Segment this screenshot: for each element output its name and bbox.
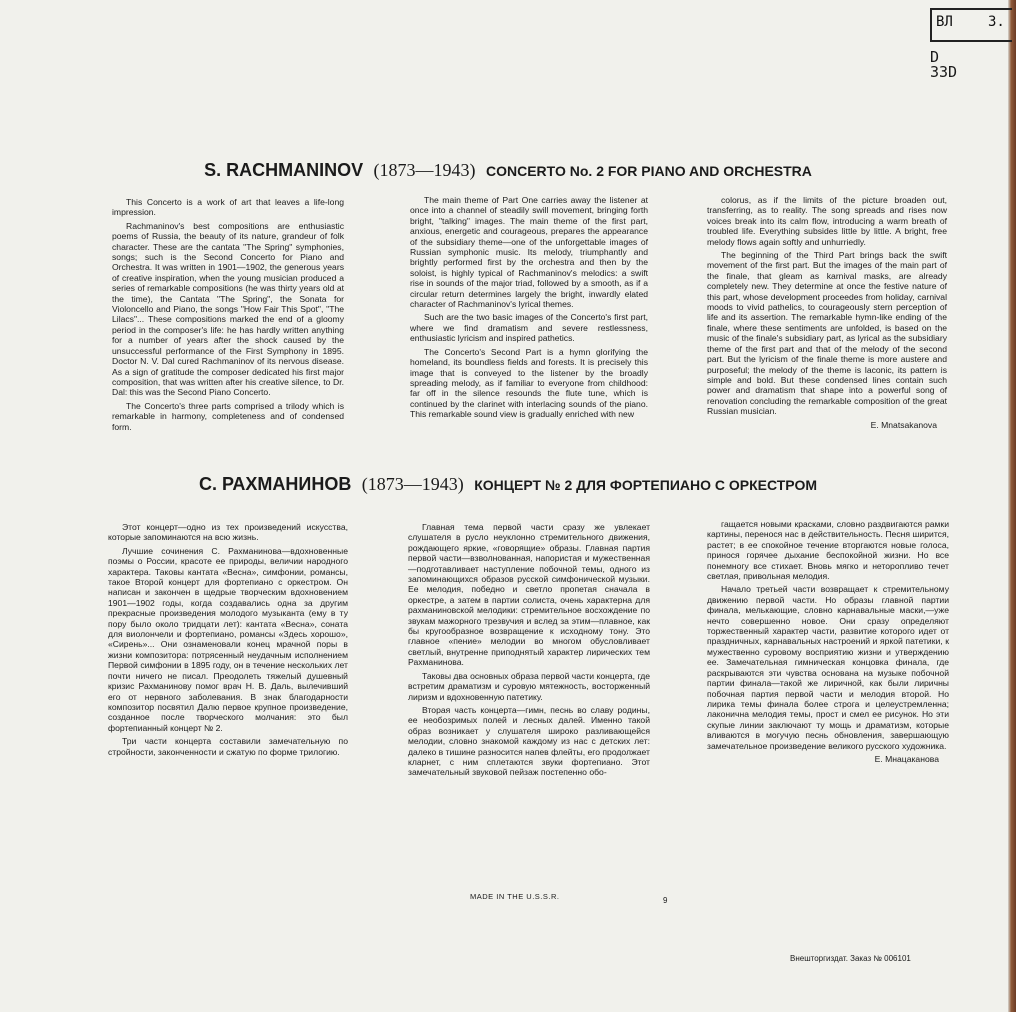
paragraph: colorus, as if the limits of the picture broaden out, transferring, as to reality. The song spreads and rises now voices break into its calm flow, introducing a warm breath of troubled life. Everything subsides little by little. A bright, free melody flows again softly and unhurriedly. xyxy=(707,195,947,247)
russian-heading xyxy=(0,474,1016,495)
composer-name: С. РАХМАНИНОВ xyxy=(198,474,352,494)
english-column-2 xyxy=(410,195,648,423)
paragraph: Начало третьей части возвращает к стремительному движению первой части. Но образы главной партии финала, мелькающие, словно карнавальные маски,—уже нечто совершенно новое. Они сразу определяют торжественный характер части, развитие которого идет от праздничных, карнавальных настроений и яркой патетики, к мужественно суровому восприятию жизни и утверждению ее. Замечательная гимническая концовка финала, где раскрываются эти чувства основана на музыке побочной партии финала—такой же лиричной, как были лиричны побочная партия первой части и мелодия второй. Но лирика темы финала более строга и целеустремленна; лаконична мелодия темы, прост и смел ее рисунок. Но эти скупые линии заключают ту мощь и драматизм, которые вливаются в могучую песнь обновления, завершающую замечательное произведение великого русского художника. xyxy=(707,584,949,751)
paragraph: Лучшие сочинения С. Рахманинова—вдохновенные поэмы о России, красоте ее природы, величии народного характера. Таковы кантата «Весна», симфонии, романсы, такое Второй концерт для фортепиано с оркестром. Он написан и закончен в щедрые творческим вдохновением 1901—1902 годы, когда создавались одна за другим прекрасные произведения молодого музыканта (ему в ту пору было около тридцати лет): кантата «Весна», соната для виолончели и фортепиано, романсы «Здесь хорошо», «Сирень»... Они ознаменовали конец мрачной поры в жизни композитора: потрясенный неудачным исполнением Первой симфонии в 1895 году, он в течение нескольких лет почти ничего не писал. Преодолеть тяжелый душевный кризис Рахманинову помог врач Н. В. Даль, вылечивший его от нервного заболевания. В знак благодарности композитор посвятил Далю первое крупное произведение, созданное после творческого молчания: это был фортепианный концерт № 2. xyxy=(108,545,348,733)
made-in-label: MADE IN THE U.S.S.R. xyxy=(470,892,560,901)
catalog-line: D xyxy=(930,48,940,66)
paragraph: Вторая часть концерта—гимн, песнь во славу родины, ее необозримых полей и лесных далей. Именно такой образ возникает у слушателя широко разливающейся мелодии, словно знакомой каждому из нас с детских лет: далеко в тишине разносится напев флейты, его продолжает кларнет, с ним сплетаются звуки фортепиано. Этот замечательный звуковой пейзаж постепенно обо- xyxy=(408,704,650,778)
paragraph: Главная тема первой части сразу же увлекает слушателя в русло неуклонно стремительного движения, рождающего яркие, «говорящие» образы. Главная партия первой части—взволнованная, напористая и мужественная—подготавливает наступление побочной темы, одного из запоминающихся образов русской симфонической музыки. Ее мелодия, победно и светло пропетая сначала в оркестре, а затем в партии солиста, очень характерна для рахманиновской мелодики: стремительное восхождение по звукам мажорного трезвучия и вслед за этим—плавное, как бы кругообразное возвращение к исходному тону. Это главное «пение» мелодии во многом обусловливает светлый, внутренне приподнятый характер лирических тем Рахманинова. xyxy=(408,522,650,668)
paragraph: Such are the two basic images of the Concerto's first part, where we find dramatism and severe restlessness, enthusiastic lyricism and inspired pathetics. xyxy=(410,312,648,344)
work-title: КОНЦЕРТ № 2 ДЛЯ ФОРТЕПИАНО С ОРКЕСТРОМ xyxy=(474,477,818,493)
paragraph: Три части концерта составили замечательную по стройности, законченности и сжатую по форме трилогию. xyxy=(108,736,348,757)
paragraph: This Concerto is a work of art that leaves a life-long impression. xyxy=(112,197,344,218)
paragraph: Rachmaninov's best compositions are enthusiastic poems of Russia, the beauty of its nature, grandeur of folk character. These are the cantata "The Spring" symphonies, songs; such is the Second Concerto for Piano and Orchestra. It was written in 1901—1902, the generous years of creative inspiration, when the young musician produced a series of remarkable compositions (he was thirty years old at the time), the Cantata "The Spring", the Sonata for Violoncello and Piano, the songs "How Fair This Spot", "The Lilacs"... These compositions marked the end of a gloomy period in the composer's life: he has hardly written anything for a number of years after the shock caused by the unsuccessful performance of the First Symphony in 1895. Doctor N. V. Dal cured Rachmaninov of its nervous disease. As a sign of gratitude the composer dedicated his first major composition, that was written after his creative silence, to Dr. Dal: this was the Second Piano Concerto. xyxy=(112,220,344,398)
paragraph: The Concerto's Second Part is a hymn glorifying the homeland, its boundless fields and forests. It is precisely this image that is conveyed to the listener by the broadly spreading melody, as if familiar to everyone from childhood: far off in the silence resounds the flute tune, which is continued by the clarinet with interlacing sounds of the piano. This remarkable sound view is gradually enriched with new xyxy=(410,346,648,420)
paragraph: The Concerto's three parts comprised a trilody which is remarkable in harmony, completeness and of condensed form. xyxy=(112,400,344,432)
page-number: 9 xyxy=(663,896,668,905)
paragraph: гащается новыми красками, словно раздвигаются рамки картины, перенося нас в действительность. Песня ширится, растет; в ее спокойное течение вторгаются новые голоса, принося горячее дыхание беспокойной жизни. Но все понемногу все стихает. Вновь мягко и неторопливо течет светлая, привольная мелодия. xyxy=(707,519,949,582)
paragraph: The beginning of the Third Part brings back the swift movement of the first part. But the images of the main part of the finale, that gleam as karnival masks, are already completely new. They determine at once the festive nature of this part, whose development proceedes from holiday, carnival moods to vivid pathelics, to courageously stern perception of life and its assertion. The remarkable hymn-like ending of the finale, where these sentiments are unfolded, is based on the music of the finale's subsidiary part, as lyrical as the subsidiary theme of the first part and that of the melody of the second part. But the lyricism of the finale theme is more austere and purposeful; the melody of the theme is laconic, its pattern is simple and bold. But these condensed lines contain such power and dramatism that shape into a powerful song of renovation concluding the remarkable composition of the great Russian musician. xyxy=(707,250,947,417)
english-column-1 xyxy=(112,197,344,435)
stamp-left-text: ВЛ xyxy=(936,14,953,30)
work-title: CONCERTO No. 2 FOR PIANO AND ORCHESTRA xyxy=(486,163,812,179)
russian-column-3 xyxy=(707,519,949,764)
paragraph: Таковы два основных образа первой части концерта, где встретим драматизм и суровую мятежность, восторженный лиризм и вдохновенную патетику. xyxy=(408,670,650,702)
publisher-order-line: Внешторгиздат. Заказ № 006101 xyxy=(790,954,911,963)
composer-name: S. RACHMANINOV xyxy=(204,160,364,180)
author-signature: Е. Мнацаканова xyxy=(874,753,939,764)
russian-column-1 xyxy=(108,522,348,760)
english-column-3 xyxy=(707,195,947,430)
author-signature: E. Mnatsakanova xyxy=(870,419,937,430)
russian-column-2 xyxy=(408,522,650,781)
catalog-line: 33D xyxy=(930,63,958,81)
composer-years: (1873—1943) xyxy=(373,160,476,180)
paragraph: Этот концерт—одно из тех произведений искусства, которые запоминаются на всю жизнь. xyxy=(108,522,348,543)
record-sleeve-edge xyxy=(1008,0,1016,1012)
english-heading xyxy=(0,160,1016,181)
paragraph: The main theme of Part One carries away the listener at once into a channel of steadily swill movement, bringing forth bright, "talking" images. The main theme of the first part, anxious, energetic and courageous, prepares the appearance of the subsidiary theme—one of the unforgettable images of Russian symphonic music. Its melody, triumphantly and brightly performed first by the orchestra and then by the soloist, is highly typical of Rachmaninov's melodics: a swift rise in sounds of the major triad, followed by a smooth, as if a circular return determines largely the bright, inwardly elated character of Rachmaninov's lyrical themes. xyxy=(410,195,648,310)
composer-years: (1873—1943) xyxy=(361,474,464,494)
catalog-number xyxy=(930,50,957,80)
stamp-right-text: З. xyxy=(988,14,1005,30)
